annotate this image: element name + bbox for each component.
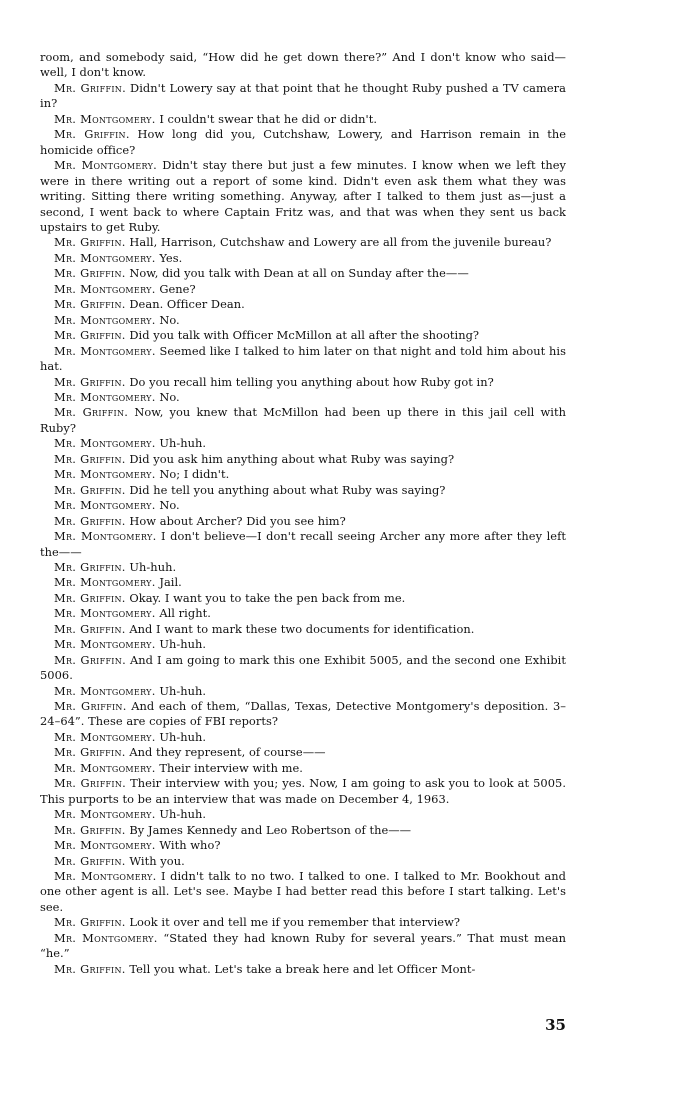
- transcript-paragraph: [40, 328, 566, 343]
- transcript-paragraph: [40, 622, 566, 637]
- speaker-label: Mr. Griffin.: [54, 374, 126, 389]
- speaker-label: Mr. Griffin.: [54, 590, 126, 605]
- speaker-label: Mr. Montgomery.: [54, 436, 156, 451]
- speaker-label: Mr. Griffin.: [54, 559, 126, 574]
- transcript-paragraph: [40, 730, 566, 745]
- speaker-label: Mr. Montgomery.: [54, 838, 156, 853]
- speech-text: And they represent, of course——: [129, 745, 326, 760]
- speech-text: With you.: [129, 853, 185, 868]
- transcript-paragraph: [40, 962, 566, 977]
- speech-text: Didn't stay there but just a few minutes. I know when we left they were in there writing out a report of some kind. Didn't even ask them what they was writing. Sitting there writing something. Anyway, after I talked to them just as—just a second, I went back to where Captain Fritz was, and that was when they sent us back upstairs to get Ruby.: [40, 158, 566, 234]
- speaker-label: Mr. Montgomery.: [54, 529, 157, 544]
- transcript-paragraph: [40, 514, 566, 529]
- speaker-label: Mr. Griffin.: [54, 127, 130, 142]
- speech-text: Tell you what. Let's take a break here and let Officer Mont-: [129, 961, 476, 976]
- speech-text: Uh-huh.: [159, 683, 207, 698]
- speech-text: How about Archer? Did you see him?: [129, 513, 346, 528]
- transcript-paragraph: [40, 251, 566, 266]
- speaker-label: Mr. Montgomery.: [54, 467, 156, 482]
- speech-text: Seemed like I talked to him later on that night and told him about his hat.: [40, 343, 566, 374]
- transcript-paragraph: [40, 776, 566, 807]
- transcript-paragraph: [40, 606, 566, 621]
- speech-text: I didn't talk to no two. I talked to one. I talked to Mr. Bookhout and one other agent is all. Let's see. Maybe I had better read this before I start talking. Let's see.: [40, 869, 566, 914]
- speaker-label: Mr. Montgomery.: [54, 869, 157, 884]
- transcript-paragraph: [40, 158, 566, 235]
- transcript-paragraph: [40, 127, 566, 158]
- speech-text: With who?: [159, 838, 221, 853]
- speaker-label: Mr. Griffin.: [54, 853, 126, 868]
- transcript-paragraph: [40, 344, 566, 375]
- speech-text: Uh-huh.: [159, 807, 207, 822]
- page-number: 35: [545, 1016, 566, 1034]
- speaker-label: Mr. Montgomery.: [54, 606, 156, 621]
- speaker-label: Mr. Montgomery.: [54, 111, 156, 126]
- speaker-label: Mr. Montgomery.: [54, 683, 156, 698]
- speech-text: No.: [159, 498, 180, 513]
- speech-text: Did you talk with Officer McMillon at all after the shooting?: [129, 328, 480, 343]
- speech-text: All right.: [159, 606, 211, 621]
- transcript-paragraph: [40, 375, 566, 390]
- transcript-paragraph: [40, 436, 566, 451]
- transcript-paragraph: [40, 81, 566, 112]
- transcript-paragraph: [40, 467, 566, 482]
- transcript-paragraph: [40, 854, 566, 869]
- transcript-paragraph: [40, 761, 566, 776]
- speech-text: Their interview with you; yes. Now, I am going to ask you to look at 5005. This purports to be an interview that was made on December 4, 1963.: [40, 776, 566, 806]
- speech-text: By James Kennedy and Leo Robertson of the——: [129, 822, 412, 837]
- transcript-paragraph: [40, 915, 566, 930]
- speech-text: I couldn't swear that he did or didn't.: [159, 111, 378, 126]
- speaker-label: Mr. Griffin.: [54, 266, 126, 281]
- transcript-paragraph: [40, 313, 566, 328]
- speech-text: Jail.: [159, 575, 182, 590]
- speaker-label: Mr. Griffin.: [54, 235, 126, 250]
- transcript-paragraph: [40, 637, 566, 652]
- speech-text: I don't believe—I don't recall seeing Archer any more after they left the——: [40, 529, 566, 559]
- transcript-paragraph: [40, 591, 566, 606]
- transcript-paragraph: [40, 807, 566, 822]
- transcript-paragraph: [40, 699, 566, 730]
- speaker-label: Mr. Griffin.: [54, 822, 126, 837]
- speech-text: Gene?: [159, 281, 196, 296]
- speaker-label: Mr. Griffin.: [54, 80, 127, 95]
- speech-text: Did you ask him anything about what Ruby was saying?: [129, 451, 455, 466]
- speaker-label: Mr. Griffin.: [54, 915, 126, 930]
- speaker-label: Mr. Griffin.: [54, 328, 126, 343]
- speaker-label: Mr. Griffin.: [54, 961, 126, 976]
- speaker-label: Mr. Montgomery.: [54, 637, 156, 652]
- speaker-label: Mr. Montgomery.: [54, 760, 156, 775]
- speaker-label: Mr. Griffin.: [54, 745, 126, 760]
- speech-text: And I am going to mark this one Exhibit 5005, and the second one Exhibit 5006.: [40, 652, 566, 683]
- transcript-paragraph: [40, 297, 566, 312]
- transcript-paragraph: [40, 483, 566, 498]
- transcript-body: [40, 50, 566, 977]
- speech-text: Do you recall him telling you anything about how Ruby got in?: [129, 374, 494, 389]
- speaker-label: Mr. Griffin.: [54, 482, 126, 497]
- transcript-paragraph: [40, 452, 566, 467]
- speech-text: Uh-huh.: [159, 637, 207, 652]
- speech-text: Now, did you talk with Dean at all on Sunday after the——: [129, 266, 469, 281]
- speaker-label: Mr. Montgomery.: [54, 281, 156, 296]
- speaker-label: Mr. Griffin.: [54, 699, 127, 714]
- speaker-label: Mr. Griffin.: [54, 405, 129, 420]
- speaker-label: Mr. Griffin.: [54, 652, 126, 667]
- speech-text: Yes.: [159, 250, 183, 265]
- speech-text: Did he tell you anything about what Ruby was saying?: [129, 482, 446, 497]
- speech-text: Uh-huh.: [159, 729, 207, 744]
- speech-text: Their interview with me.: [159, 760, 303, 775]
- transcript-paragraph: [40, 931, 566, 962]
- speaker-label: Mr. Montgomery.: [54, 807, 156, 822]
- speech-text: No; I didn't.: [159, 467, 230, 482]
- transcript-paragraph: [40, 869, 566, 915]
- speaker-label: Mr. Griffin.: [54, 513, 126, 528]
- speech-text: “Stated they had known Ruby for several years.” That must mean “he.”: [40, 930, 567, 961]
- speech-text: And I want to mark these two documents for identification.: [129, 621, 475, 636]
- transcript-paragraph: [40, 266, 566, 281]
- transcript-paragraph: [40, 653, 566, 684]
- transcript-paragraph: [40, 575, 566, 590]
- speaker-label: Mr. Montgomery.: [54, 930, 158, 945]
- transcript-paragraph: [40, 112, 566, 127]
- speaker-label: Mr. Griffin.: [54, 776, 127, 791]
- speaker-label: Mr. Montgomery.: [54, 312, 156, 327]
- speaker-label: Mr. Griffin.: [54, 451, 126, 466]
- transcript-paragraph: [40, 560, 566, 575]
- speaker-label: Mr. Montgomery.: [54, 389, 156, 404]
- speech-text: Hall, Harrison, Cutchshaw and Lowery are all from the juvenile bureau?: [129, 235, 552, 250]
- speaker-label: Mr. Montgomery.: [54, 158, 158, 173]
- speech-text: Okay. I want you to take the pen back from me.: [129, 590, 406, 605]
- transcript-paragraph: [40, 823, 566, 838]
- speech-text: Uh-huh.: [159, 436, 207, 451]
- speech-text: How long did you, Cutchshaw, Lowery, and Harrison remain in the homicide office?: [40, 127, 567, 157]
- transcript-paragraph: [40, 745, 566, 760]
- transcript-paragraph: [40, 390, 566, 405]
- transcript-paragraph: [40, 838, 566, 853]
- speech-text: No.: [159, 389, 180, 404]
- transcript-paragraph: [40, 684, 566, 699]
- speaker-label: Mr. Montgomery.: [54, 498, 156, 513]
- transcript-paragraph: [40, 50, 566, 81]
- speech-text: Dean. Officer Dean.: [129, 297, 245, 312]
- speaker-label: Mr. Montgomery.: [54, 250, 156, 265]
- speaker-label: Mr. Montgomery.: [54, 343, 156, 358]
- speaker-label: Mr. Montgomery.: [54, 729, 156, 744]
- transcript-paragraph: [40, 235, 566, 250]
- speech-text: Now, you knew that McMillon had been up there in this jail cell with Ruby?: [40, 405, 566, 435]
- transcript-paragraph: [40, 498, 566, 513]
- speaker-label: Mr. Griffin.: [54, 621, 126, 636]
- speech-text: Uh-huh.: [129, 559, 177, 574]
- speaker-label: Mr. Griffin.: [54, 297, 126, 312]
- speech-text: No.: [159, 312, 180, 327]
- transcript-paragraph: [40, 405, 566, 436]
- speech-text: Didn't Lowery say at that point that he thought Ruby pushed a TV camera in?: [40, 80, 567, 111]
- speech-text: room, and somebody said, “How did he get down there?” And I don't know who said—well, I don't know.: [40, 50, 566, 80]
- speech-text: Look it over and tell me if you remember that interview?: [129, 915, 461, 930]
- speaker-label: Mr. Montgomery.: [54, 575, 156, 590]
- speech-text: And each of them, “Dallas, Texas, Detective Montgomery's deposition. 3–24–64”. These are copies of FBI reports?: [40, 699, 566, 729]
- transcript-paragraph: [40, 529, 566, 560]
- transcript-paragraph: [40, 282, 566, 297]
